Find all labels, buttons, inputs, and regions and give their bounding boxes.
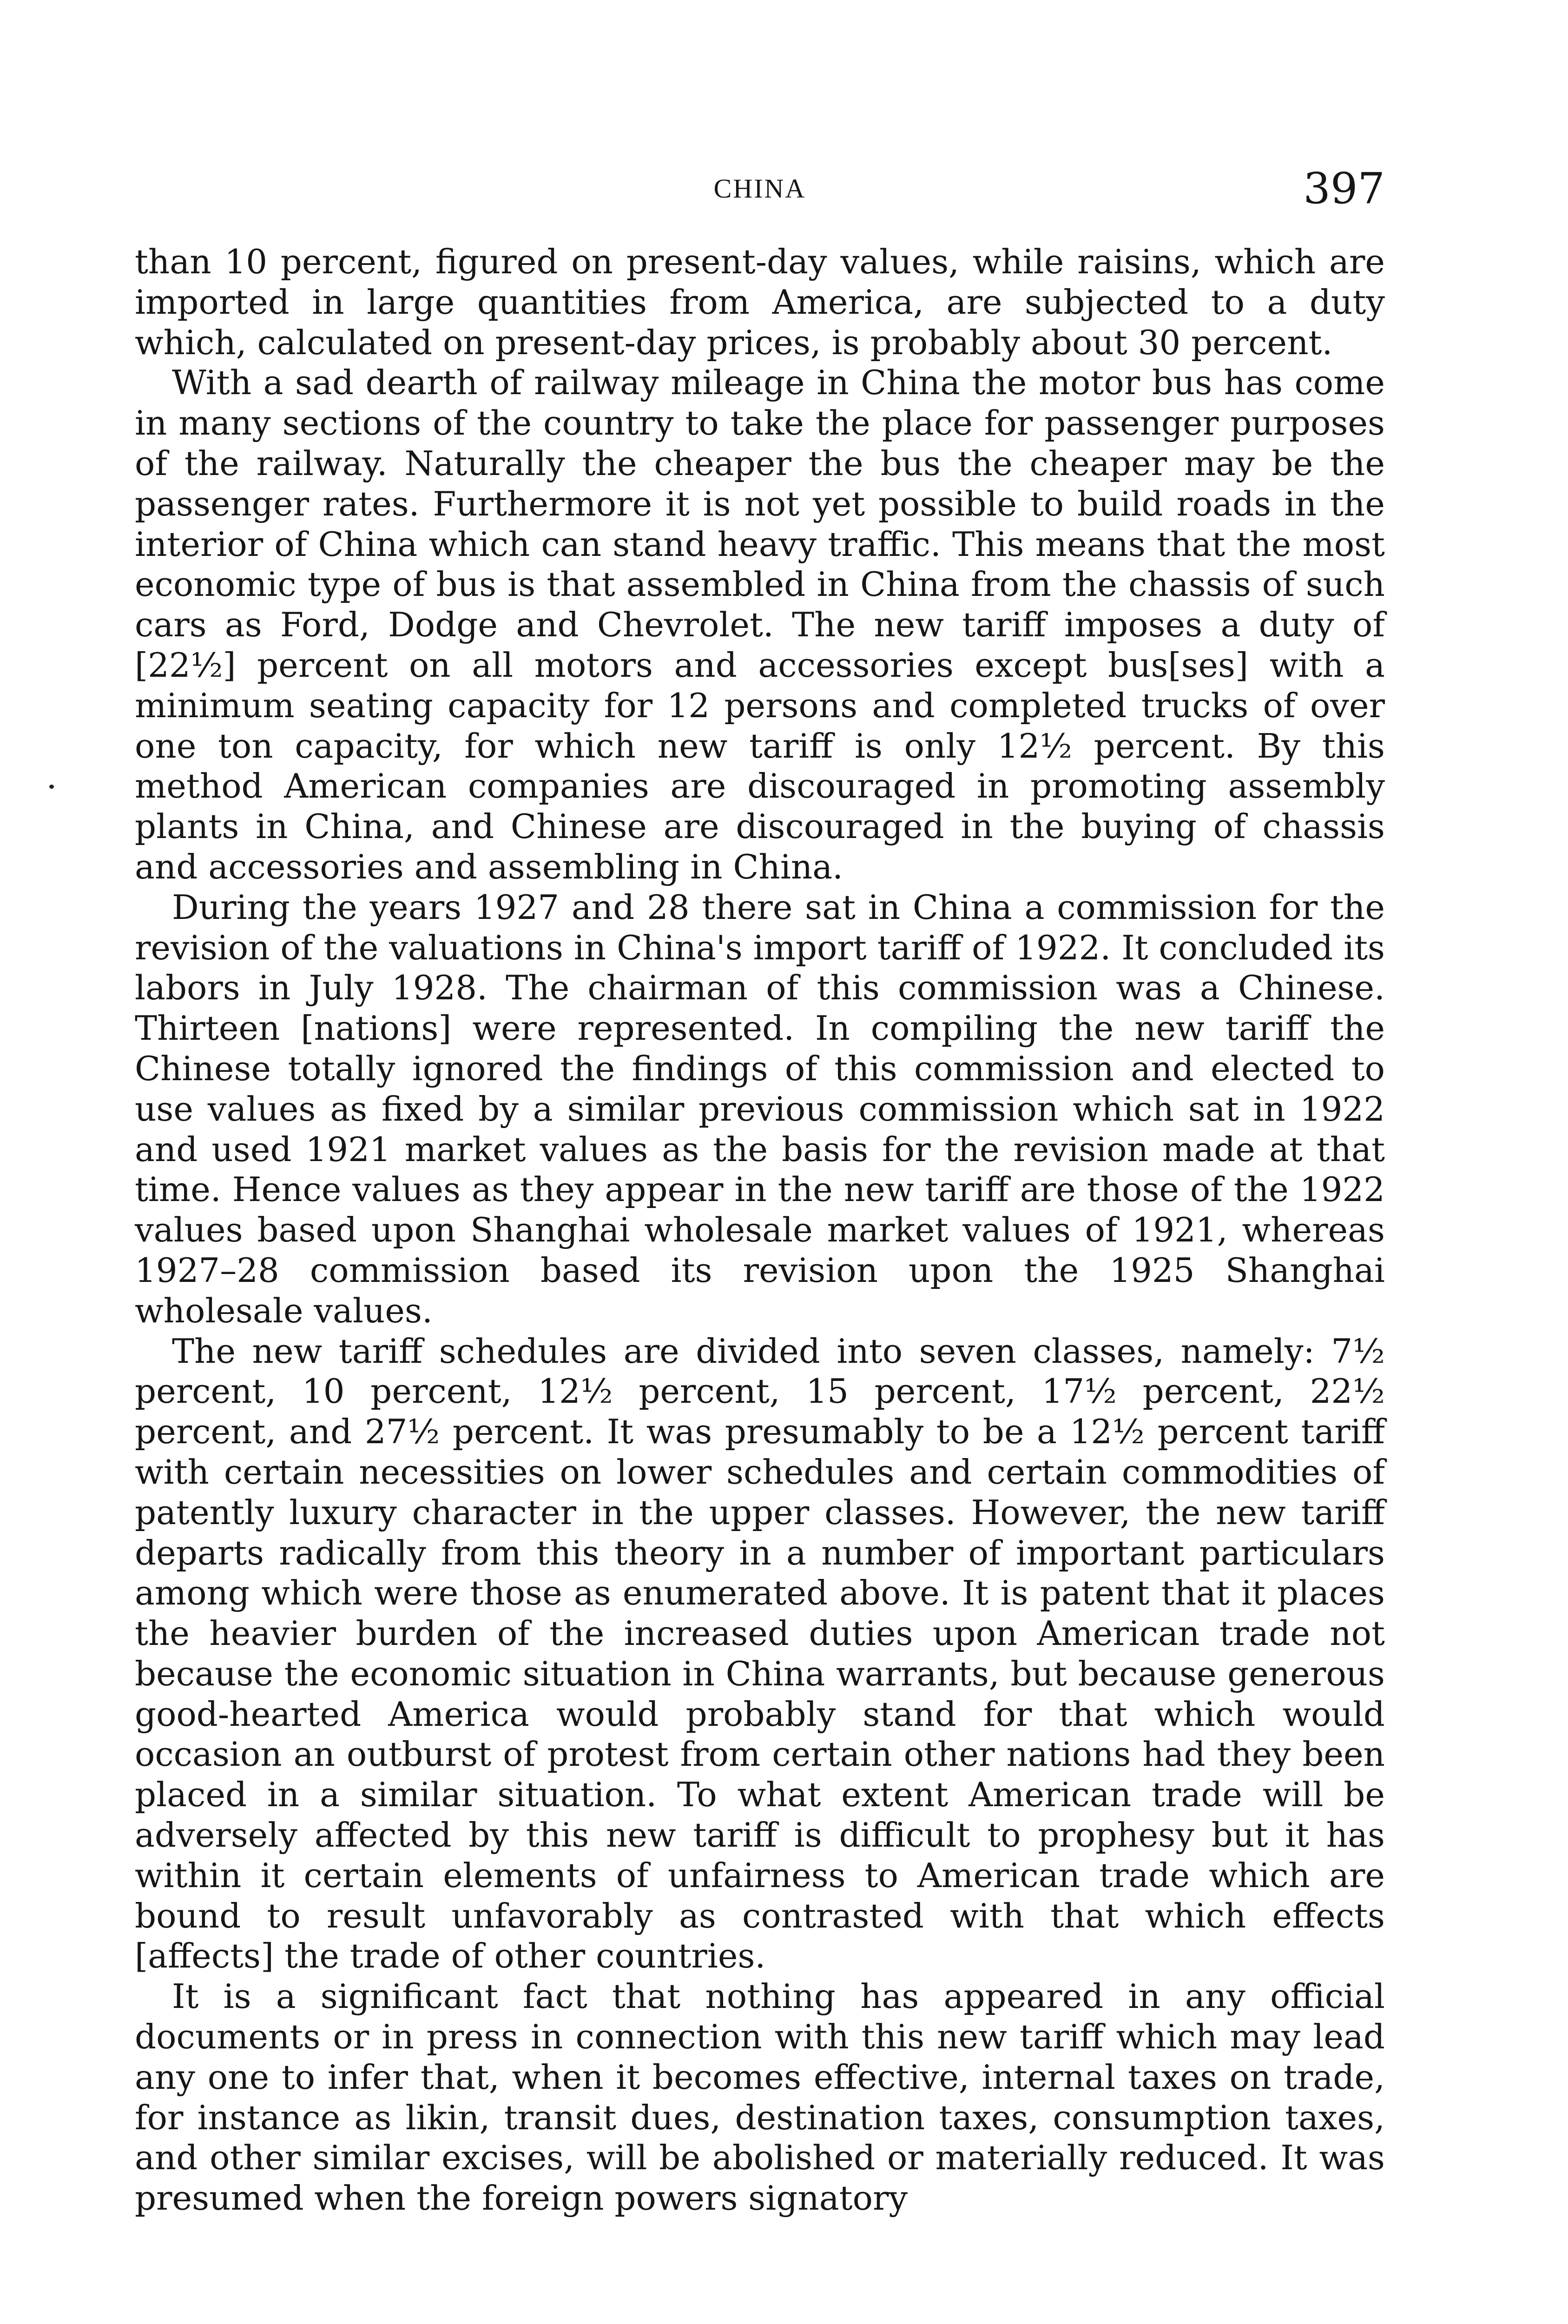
running-title: CHINA	[713, 173, 806, 204]
page-number: 397	[1303, 164, 1385, 213]
paragraph: During the years 1927 and 28 there sat in China a commission for the revision of the valuations in China's import tariff of 1922. It concluded its labors in July 1928. The chairman of this commission was a Chinese. Thirteen [nations] were represented. In compiling the new tariff the Chinese totally ignored the findings of this commission and elected to use values as fixed by a similar previous commission which sat in 1922 and used 1921 market values as the basis for the revision made at that time. Hence values as they appear in the new tariff are those of the 1922 values based upon Shanghai wholesale market values of 1921, whereas 1927–28 commission based its revision upon the 1925 Shanghai wholesale values.	[135, 887, 1385, 1330]
body-text	[135, 242, 1385, 2218]
margin-mark	[49, 785, 54, 789]
paragraph: With a sad dearth of railway mileage in China the motor bus has come in many sections of the country to take the place for passenger purposes of the railway. Naturally the cheaper the bus the cheaper may be the passenger rates. Furthermore it is not yet possible to build roads in the interior of China which can stand heavy traffic. This means that the most economic type of bus is that assembled in China from the chassis of such cars as Ford, Dodge and Chevrolet. The new tariff imposes a duty of [22½] percent on all motors and accessories except bus[ses] with a minimum seating capacity for 12 persons and completed trucks of over one ton capacity, for which new tariff is only 12½ percent. By this method American companies are discouraged in promoting assembly plants in China, and Chinese are discouraged in the buying of chassis and accessories and assembling in China.	[135, 363, 1385, 886]
paragraph: The new tariff schedules are divided into seven classes, namely: 7½ percent, 10 percent, 12½ percent, 15 percent, 17½ percent, 22½ percent, and 27½ percent. It was presumably to be a 12½ percent tariff with certain necessities on lower schedules and certain commodities of patently luxury character in the upper classes. However, the new tariff departs radically from this theory in a number of important particulars among which were those as enumerated above. It is patent that it places the heavier burden of the increased duties upon American trade not because the economic situation in China warrants, but because generous good-hearted America would probably stand for that which would occasion an outburst of protest from certain other nations had they been placed in a similar situation. To what extent American trade will be adversely affected by this new tariff is difficult to prophesy but it has within it certain elements of unfairness to American trade which are bound to result unfavorably as contrasted with that which effects [affects] the trade of other countries.	[135, 1331, 1385, 1976]
paragraph: It is a significant fact that nothing has appeared in any official documents or in press in connection with this new tariff which may lead any one to infer that, when it becomes effective, internal taxes on trade, for instance as likin, transit dues, destination taxes, consumption taxes, and other similar excises, will be abolished or materially reduced. It was presumed when the foreign powers signatory	[135, 1977, 1385, 2218]
running-head	[135, 164, 1385, 219]
paragraph: than 10 percent, figured on present-day values, while raisins, which are imported in large quantities from America, are subjected to a duty which, calculated on present-day prices, is probably about 30 percent.	[135, 242, 1385, 362]
